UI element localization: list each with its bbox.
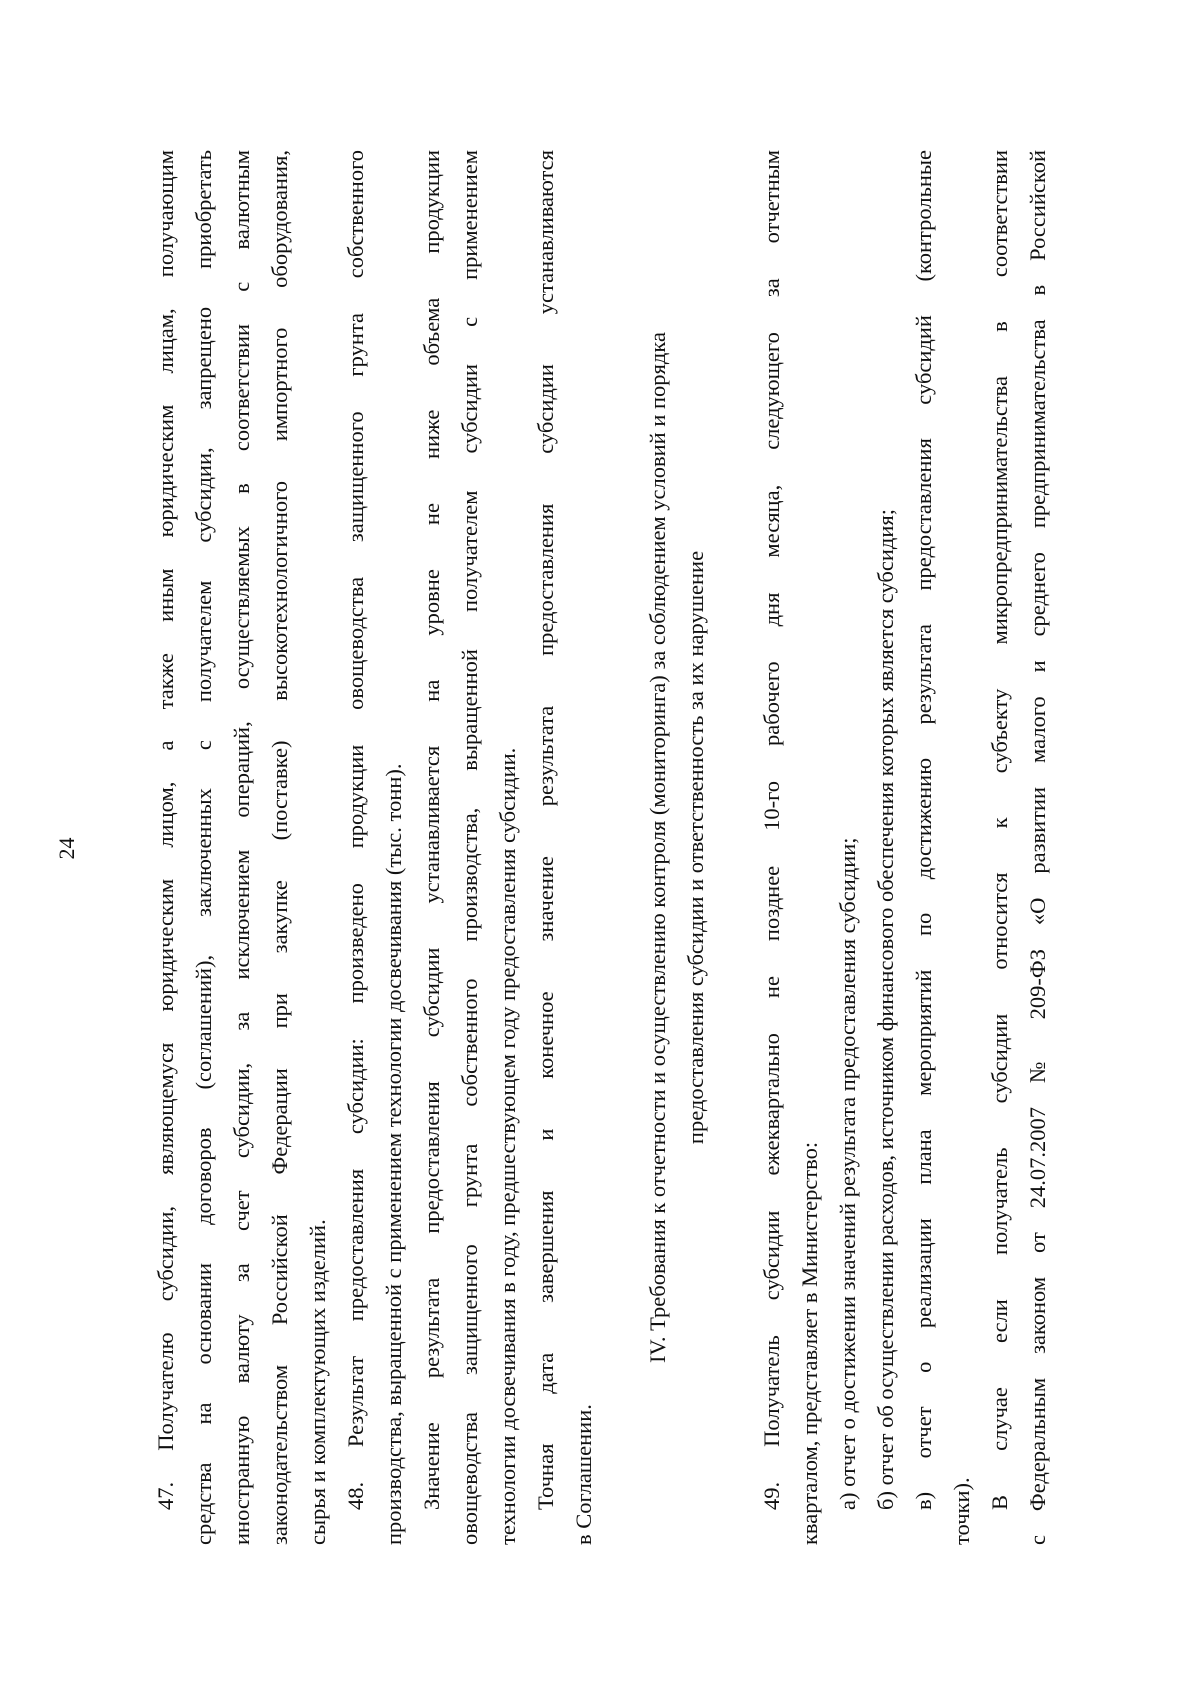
text-line: 47. Получателю субсидии, являющемуся юридическим лицом, а также иным юридическим лицам, получающим (153, 150, 178, 1510)
text-line: производства, выращенной с применением технологии досвечивания (тыс. тонн). (381, 763, 406, 1545)
paragraph-47 (147, 150, 337, 1545)
paragraph-48 (337, 150, 413, 1545)
paragraph-final (981, 150, 1057, 1545)
text-line: в) отчет о реализации плана мероприятий по достижению результата предоставления субсидий (контрольные (911, 150, 936, 1510)
paragraph-48-date (527, 150, 603, 1545)
list-item-b (867, 150, 905, 1545)
section-heading-line: IV. Требования к отчетности и осуществлению контроля (мониторинга) за соблюдением условий и порядка (645, 332, 670, 1363)
section-heading-iv (639, 150, 715, 1545)
document-body (147, 150, 1057, 1545)
list-item-c (905, 150, 981, 1545)
text-line: в Соглашении. (571, 1404, 596, 1545)
text-line: точки). (949, 1477, 974, 1545)
text-line: иностранную валюту за счет субсидии, за исключением операций, осуществляемых в соответствии с валютным (229, 150, 254, 1545)
text-line: технологии досвечивания в году, предшествующем году предоставления субсидии. (495, 747, 520, 1545)
text-line: овощеводства защищенного грунта собственного производства, выращенной получателем субсидии с применением (457, 150, 482, 1545)
text-line: Значение результата предоставления субсидии устанавливается на уровне не ниже объема продукции (419, 150, 444, 1510)
text-line: 49. Получатель субсидии ежеквартально не позднее 10-го рабочего дня месяца, следующего за отчетным (759, 150, 784, 1510)
text-line: с Федеральным законом от 24.07.2007 № 209-ФЗ «О развитии малого и среднего предпринимательства в Российской (1025, 150, 1050, 1545)
text-line: а) отчет о достижении значений результата предоставления субсидии; (835, 837, 860, 1510)
text-line: б) отчет об осуществлении расходов, источником финансового обеспечения которых является субсидия; (873, 509, 898, 1510)
text-line: кварталом, представляет в Министерство: (797, 1141, 822, 1545)
page-number: 24 (54, 837, 79, 860)
text-line: Точная дата завершения и конечное значение результата предоставления субсидии устанавливаются (533, 150, 558, 1510)
text-line: 48. Результат предоставления субсидии: произведено продукции овощеводства защищенного грунта собственного (343, 150, 368, 1510)
text-line: сырья и комплектующих изделий. (305, 1219, 330, 1545)
text-line: средства на основании договоров (соглашений), заключенных с получателем субсидии, запрещено приобретать (191, 150, 216, 1545)
paragraph-48-value (413, 150, 527, 1545)
section-heading-line: предоставления субсидии и ответственность за их нарушение (683, 550, 708, 1145)
text-line: законодательством Российской Федерации при закупке (поставке) высокотехнологичного импортного оборудования, (267, 150, 292, 1545)
paragraph-49 (753, 150, 829, 1545)
list-item-a (829, 150, 867, 1545)
text-line: В случае если получатель субсидии относится к субъекту микропредпринимательства в соответствии (987, 150, 1012, 1510)
